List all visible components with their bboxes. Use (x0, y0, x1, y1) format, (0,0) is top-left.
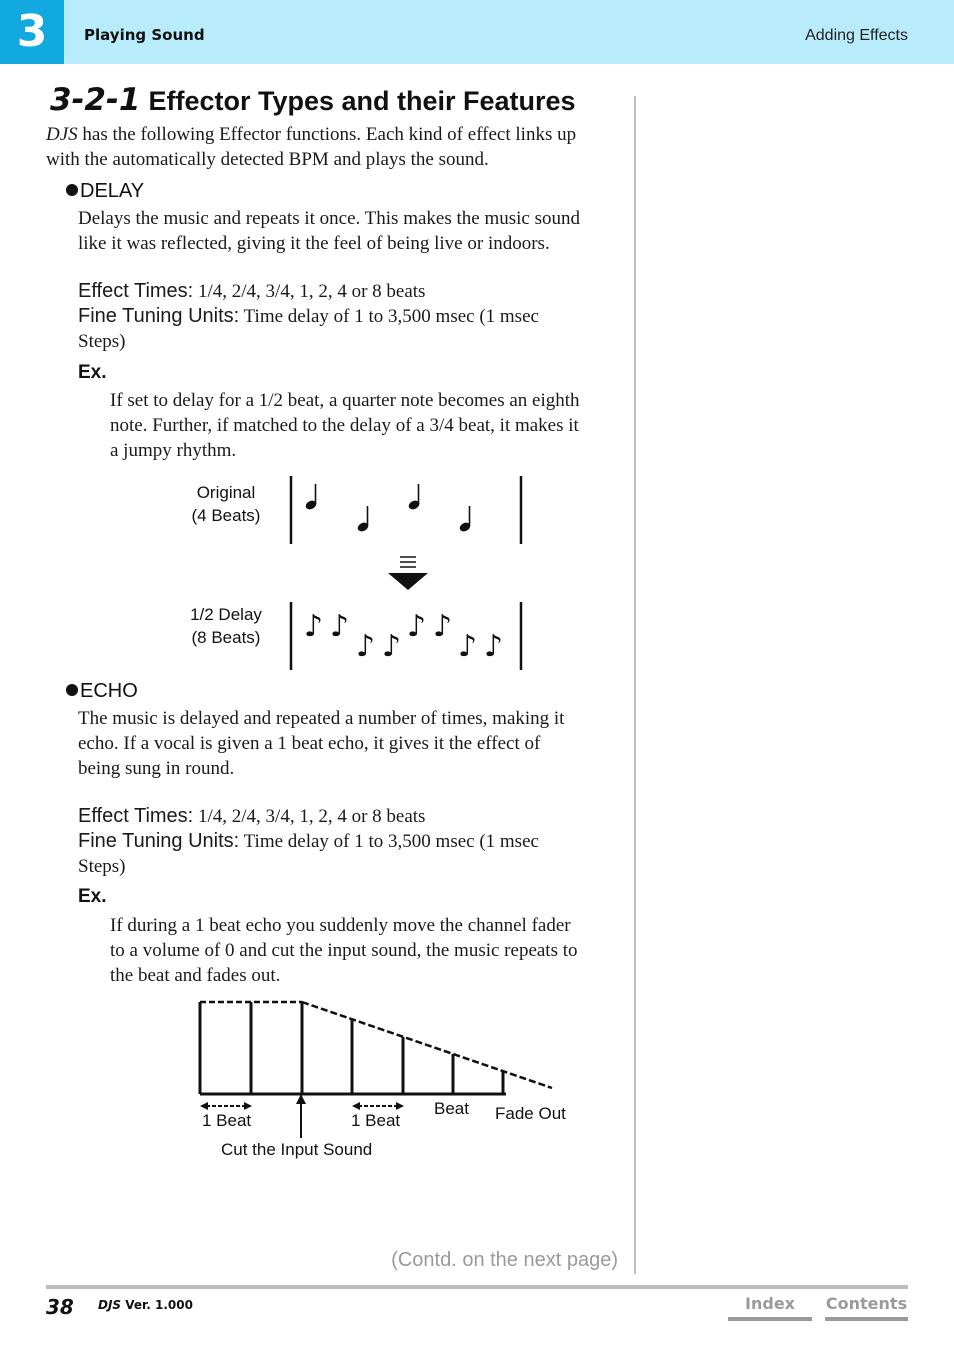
delay-effect-times-value: 1/4, 2/4, 3/4, 1, 2, 4 or 8 beats (193, 281, 426, 302)
section-number: 3-2-1 (50, 82, 141, 118)
eighth-note-icon: ♪ (356, 629, 376, 664)
header-section-title: Adding Effects (805, 27, 908, 44)
up-arrow-icon (296, 1094, 306, 1138)
double-arrow-icon (352, 1102, 404, 1110)
contents-button[interactable]: Contents (825, 1294, 908, 1321)
delay-specs (78, 279, 539, 354)
column-divider (634, 96, 636, 1274)
delay-label-1: 1/2 Delay (190, 605, 262, 624)
delay-diagram (180, 470, 540, 680)
echo-fine-tuning-value: Time delay of 1 to 3,500 msec (1 msec (239, 831, 539, 852)
quarter-note-icon (356, 506, 369, 533)
eighth-note-icon: ♪ (433, 609, 453, 644)
continued-note: (Contd. on the next page) (391, 1249, 618, 1271)
eighth-note-icon: ♪ (407, 609, 427, 644)
footer-rule (46, 1285, 908, 1289)
bullet-icon (66, 184, 78, 196)
down-arrow-icon (388, 557, 428, 590)
echo-beat-label-mid: 1 Beat (351, 1111, 401, 1130)
section-title: Effector Types and their Features (148, 86, 576, 116)
echo-description: The music is delayed and repeated a number of times, making it echo. If a vocal is given a 1 beat echo, it gives it the effect of being sung in round. (78, 708, 565, 779)
delay-fine-tuning-value: Time delay of 1 to 3,500 msec (1 msec (239, 306, 539, 327)
header-chapter-title: Playing Sound (84, 26, 205, 44)
echo-cut-input-label: Cut the Input Sound (221, 1140, 373, 1159)
version-label: DJS Ver. 1.000 (98, 1298, 193, 1312)
eighth-note-icon: ♪ (382, 629, 402, 664)
echo-heading: ECHO (66, 680, 138, 703)
quarter-note-icon (458, 506, 471, 533)
intro-line1: has the following Effector functions. Each kind of effect links up (77, 124, 577, 145)
eighth-note-icon: ♪ (304, 609, 324, 644)
eighth-note-icon: ♪ (458, 629, 478, 664)
echo-example-label: Ex. (78, 886, 107, 907)
eighth-note-icon: ♪ (330, 609, 350, 644)
page-number: 38 (46, 1295, 74, 1319)
echo-beat-label: Beat (434, 1099, 469, 1118)
delay-example-text: If set to delay for a 1/2 beat, a quarter note becomes an eighth note. Further, if matched to the delay of a 3/4 beat, it makes it a jumpy rhythm. (110, 390, 580, 461)
echo-fine-tuning-label: Fine Tuning Units: (78, 830, 240, 852)
delay-effect-times-label: Effect Times: (78, 280, 194, 302)
chapter-number-badge: 3 (0, 0, 64, 64)
intro-paragraph (46, 122, 576, 172)
delay-heading: DELAY (66, 180, 144, 203)
echo-fade-line (302, 1002, 552, 1088)
intro-product: DJS (46, 124, 78, 145)
echo-example-text: If during a 1 beat echo you suddenly move the channel fader to a volume of 0 and cut the input sound, the music repeats to the beat and fades out. (110, 915, 578, 986)
eighth-note-icon: ♪ (484, 629, 504, 664)
bullet-icon (66, 684, 78, 696)
double-arrow-icon (200, 1102, 252, 1110)
delay-label-2: (8 Beats) (191, 628, 261, 647)
echo-fine-tuning-value2: Steps) (78, 856, 126, 877)
echo-beat-label-left: 1 Beat (202, 1111, 252, 1130)
echo-effect-times-value: 1/4, 2/4, 3/4, 1, 2, 4 or 8 beats (193, 806, 426, 827)
page-header (0, 0, 954, 64)
section-heading (50, 82, 576, 118)
delay-fine-tuning-value2: Steps) (78, 331, 126, 352)
delay-example-label: Ex. (78, 362, 107, 383)
index-button[interactable]: Index (728, 1294, 812, 1321)
echo-fade-out-label: Fade Out (495, 1104, 566, 1123)
delay-description: Delays the music and repeats it once. This makes the music sound like it was reflected, giving it the feel of being live or indoors. (78, 208, 580, 254)
delay-fine-tuning-label: Fine Tuning Units: (78, 305, 240, 327)
quarter-note-icon (407, 484, 420, 511)
quarter-note-icon (304, 484, 317, 511)
echo-diagram (180, 990, 600, 1170)
intro-line2: with the automatically detected BPM and plays the sound. (46, 149, 489, 170)
echo-specs (78, 804, 539, 879)
echo-effect-times-label: Effect Times: (78, 805, 194, 827)
original-label-2: (4 Beats) (191, 506, 261, 525)
original-label-1: Original (196, 483, 256, 502)
